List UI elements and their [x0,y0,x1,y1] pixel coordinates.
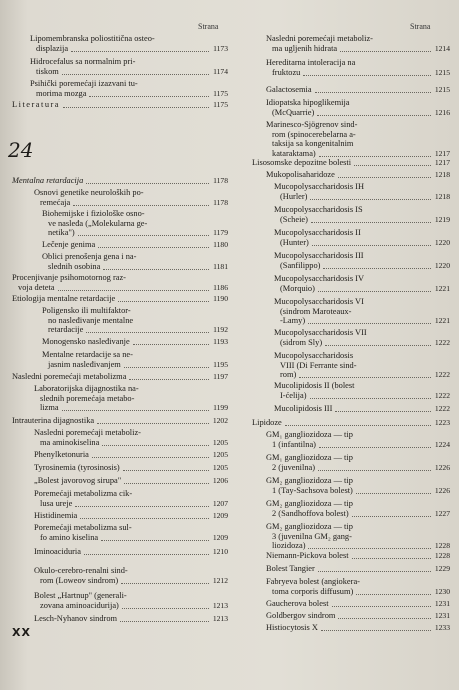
toc-entry-title-line: Mucopolysaccharidosis IS [274,205,363,214]
toc-page-number: 1221 [434,316,450,326]
toc-entry-title-line: ma aminokiselina [40,437,100,447]
toc-page-number: 1174 [213,66,228,76]
dot-leader [124,483,209,484]
dot-leader [62,410,209,411]
dot-leader [310,398,431,399]
toc-entry-title-line: retardacije [48,325,84,335]
dot-leader [118,301,209,302]
dot-leader [317,115,431,116]
dot-leader [323,268,431,269]
toc-page-number: 1222 [434,390,450,400]
dot-leader [63,107,209,108]
toc-page-number: 1175 [213,88,228,98]
toc-entry-title-line: toma corporis diffusum) [272,586,354,596]
page-number-footer: XX [12,626,31,639]
toc-entry-title-line: lusa ureje [40,498,73,508]
toc-entry-title-line: Oblici prenošenja gena i na- [42,252,137,261]
toc-entry-title-line: slednih poremećaja metabo- [40,393,135,403]
toc-page-number: 1181 [213,261,228,271]
toc-page-number: 1222 [434,337,450,347]
toc-entry-title-line: lizma [40,403,59,413]
dot-leader [285,425,431,426]
toc-entry-title-line: (sidrom Sly) [280,337,323,347]
dot-leader [356,594,431,595]
toc-page-number: 1233 [434,623,450,632]
toc-page-number: 1209 [212,532,228,542]
toc-page-number: 1228 [434,541,450,551]
toc-page-number: 1210 [212,547,228,556]
toc-page-number: 1178 [213,176,228,185]
toc-entry-title-line: Mentalna retardacija [12,176,84,185]
toc-entry-title-line: Poremećaji metabolizma cik- [34,489,133,498]
toc-entry-title-line: -Lamy) [280,316,306,326]
toc-page-number: 1224 [434,439,450,449]
toc-entry-title-line: Galactosemia [266,85,312,94]
toc-entry-title-line: Poligensko ili multifaktor- [42,306,131,315]
toc-entry-title-line: liozidoza) [272,541,306,551]
toc-page-number: 1226 [434,485,450,495]
toc-page-number: 1212 [212,575,228,585]
toc-page-number: 1213 [212,614,228,623]
toc-page-number: 1228 [434,551,450,560]
dot-leader [78,235,209,236]
toc-page-number: 1216 [434,107,450,117]
toc-entry-title-line: fo amino kiselina [40,532,99,542]
dot-leader [98,247,209,248]
toc-entry-title-line: (Hurler) [280,191,308,201]
dot-leader [325,345,431,346]
toc-entry-title-line: Mentalne retardacije sa ne- [42,350,133,359]
dot-leader [129,379,209,380]
strana-header-left: Strana [198,22,219,31]
dot-leader [75,506,209,507]
toc-entry-title-line: GM₂ gangliozidoza — tip [266,522,353,531]
toc-page-number: 1222 [434,370,450,380]
toc-page-number: 1205 [212,450,228,459]
toc-entry-title-line: Fabryeva bolest (angiokera- [266,577,360,586]
dot-leader [315,92,431,93]
toc-entry-title-line: Mucopolysaccharidosis VI [274,297,364,306]
toc-entry-title-line: Laboratorijska dijagnostika na- [34,384,139,393]
toc-entry-title-line: Psihički poremećaji izazvani tu- [30,79,138,88]
toc-entry-title-line: Bolest Tangier [266,564,315,573]
toc-entry-title-line: fruktozu [272,67,301,77]
toc-entry-title-line: GM₂ gangliozidoza — tip [266,476,353,485]
dot-leader [340,51,431,52]
toc-entry-title-line: jasnim nasleđivanjem [48,359,121,369]
toc-entry-title-line: GM₁ gangliozidoza — tip [266,430,353,439]
toc-entry-title-line: Etiologija mentalne retardacije [12,294,116,303]
dot-leader [62,74,209,75]
dot-leader [318,571,431,572]
dot-leader [332,606,431,607]
toc-entry-title-line: rom (Loweov sindrom) [40,575,119,585]
toc-entry-title-line: 1 (infantilna) [272,439,316,449]
toc-page-number: 1206 [212,476,228,485]
toc-page-number: 1231 [434,611,450,620]
toc-page-number: 1226 [434,462,450,472]
toc-entry-title-line: GM₂ gangliozidoza — tip [266,499,353,508]
toc-entry-title-line: Biohemijske i fiziološke osno- [42,209,145,218]
toc-entry-title-line: Phenylketonuria [34,450,89,459]
toc-entry-title-line: rom) [280,370,297,380]
toc-entry-title-line: rom (spinocerebelarna a- [272,129,356,139]
toc-page-number: 1222 [434,404,450,413]
toc-entry-title-line: Mucopolysaccharidosis II [274,228,361,237]
dot-leader [354,165,431,166]
toc-page-number: 1223 [434,418,450,427]
toc-entry-title-line: Okulo-cerebro-renalni sind- [34,566,128,575]
dot-leader [103,269,209,270]
toc-entry-title-line: VIII (Di Ferrante sind- [280,360,357,370]
toc-entry-title-line: tiskom [36,66,59,76]
dot-leader [122,608,209,609]
dot-leader [73,205,209,206]
dot-leader [89,96,209,97]
toc-entry-title-line: Lečenje genima [42,240,96,249]
toc-entry-title-line: (McQuarrie) [272,107,315,117]
toc-entry-title-line: Gaucherova bolest [266,599,329,608]
toc-page-number: 1220 [434,260,450,270]
toc-page-number: 1217 [434,148,450,158]
dot-leader [318,291,431,292]
toc-page-number: 1180 [213,240,228,249]
toc-entry-title-line: Lesch-Nyhanov sindrom [34,614,118,623]
toc-entry-title-line: GM₁ gangliozidoza — tip [266,453,353,462]
dot-leader [338,618,431,619]
toc-entry-title-line: Iminoaciduria [34,547,81,556]
dot-leader [84,554,209,555]
toc-page-number: 1192 [213,325,228,335]
dot-leader [352,516,431,517]
toc-page-number: 1215 [434,85,450,94]
toc-entry-title-line: Bolest „Hartnup" (generali- [34,591,127,600]
toc-entry-title-line: Nasledni poremećaji metabolizma [12,372,127,381]
dot-leader [123,470,209,471]
toc-entry-title-line: displazija [36,43,69,53]
dot-leader [71,51,209,52]
toc-entry-title-line: Procenjivanje psihomotornog raz- [12,273,126,282]
dot-leader [310,199,431,200]
dot-leader [303,75,431,76]
dot-leader [102,445,209,446]
dot-leader [308,548,431,549]
toc-entry-title-line: Lipomembranska poliostitična osteo- [30,34,155,43]
toc-entry-title-line: Mukopolisaharidoze [266,170,335,179]
toc-page-number: 1218 [434,191,450,201]
toc-entry-title-line: netika") [48,228,75,238]
toc-entry-title-line: 2 (juvenilna) [272,462,316,472]
chapter-number: 24 [8,138,34,162]
dot-leader [86,332,209,333]
toc-page-number: 1179 [213,228,228,238]
toc-entry-title-line: Monogensko nasleđivanje [42,337,130,346]
toc-entry-title-line: (Morquio) [280,283,315,293]
toc-page-number: 1220 [434,237,450,247]
toc-page-number: 1205 [212,437,228,447]
dot-leader [352,558,431,559]
toc-entry-title-line: Intrauterina dijagnostika [12,416,95,425]
dot-leader [133,344,209,345]
toc-entry-title-line: morima mozga [36,88,87,98]
toc-entry-title-line: Mucopolysaccharidosis IH [274,182,365,191]
toc-page-number: 1199 [213,403,228,413]
dot-leader [356,493,431,494]
toc-entry-title-line: Tyrosinemia (tyrosinosis) [34,463,120,472]
toc-page-number: 1186 [213,282,228,292]
toc-entry-title-line: Osnovi genetike neuroloških po- [34,188,144,197]
toc-entry-title-line: (Hunter) [280,237,309,247]
toc-entry-title-line: Lisosomske depozitne bolesti [252,158,352,167]
dot-leader [312,245,431,246]
dot-leader [124,367,209,368]
toc-entry-title-line: Mucopolysaccharidosis IV [274,274,365,283]
dot-leader [319,447,431,448]
toc-entry-title-line: Histiocytosis X [266,623,318,632]
dot-leader [319,156,431,157]
toc-page-number: 1209 [212,511,228,520]
toc-page-number: 1227 [434,508,450,518]
toc-entry-title-line: Poremećaji metabolizma sul- [34,523,132,532]
toc-entry-title-line: ma ugljenih hidrata [272,43,338,53]
toc-entry-title-line: zovana aminoacidurija) [40,600,119,610]
toc-entry-title-line: (Scheie) [280,214,308,224]
toc-entry-title-line: (sindrom Maroteaux- [280,306,352,316]
toc-page-number: 1213 [212,600,228,610]
toc-entry-title-line: kataraktama) [272,148,316,158]
toc-entry-title-line: Mucolipidosis II (bolest [274,381,355,390]
toc-entry-title-line: 3 (juvenilna GM₂ gang- [272,531,352,541]
toc-entry-title-line: remećaja [40,197,71,207]
dot-leader [308,323,431,324]
toc-entry-title-line: voja deteta [18,282,55,292]
toc-page-number: 1207 [212,498,228,508]
toc-entry-title-line: „Bolest javorovog sirupa" [34,476,122,485]
toc-entry-title-line: Nasledni poremećaji metaboliz- [266,34,373,43]
toc-page-number: 1195 [213,359,228,369]
toc-entry-title-line: ve nasleđa („Molekularna ge- [48,218,148,228]
dot-leader [335,411,431,412]
toc-page-number: 1175 [213,100,228,109]
toc-entry-title-line: Mucopolysaccharidosis [274,351,354,360]
toc-page-number: 1202 [212,416,228,425]
toc-entry-title-line: no nasleđivanje mentalne [48,315,134,325]
toc-page-number: 1229 [434,564,450,573]
toc-entry-title-line: 1 (Tay-Sachsova bolest) [272,485,353,495]
toc-entry-title-line: Mucopolysaccharidosis III [274,251,364,260]
toc-page-number: 1178 [213,197,228,207]
toc-entry-title-line: Mucolipidosis III [274,404,333,413]
dot-leader [58,290,209,291]
toc-entry-title-line: taksija sa kongenitalnim [272,139,354,149]
dot-leader [338,177,431,178]
strana-header-right: Strana [410,22,431,31]
dot-leader [120,621,209,622]
toc-entry-title-line: I-ćelija) [280,390,307,400]
toc-page-number: 1197 [213,372,228,381]
toc-page-number: 1221 [434,283,450,293]
toc-page-number: 1218 [434,170,450,179]
toc-page-number: 1217 [434,158,450,167]
toc-entry-title-line: Histidinemia [34,511,78,520]
dot-leader [97,423,209,424]
toc-entry-title-line: Idiopatska hipoglikemija [266,98,350,107]
dot-leader [318,470,431,471]
toc-entry-title-line: Hidrocefalus sa normalnim pri- [30,57,136,66]
toc-entry-title-line: 2 (Sandhoffova bolest) [272,508,349,518]
toc-page-number: 1215 [434,67,450,77]
dot-leader [80,518,209,519]
toc-entry-title-line: (Sanfilippo) [280,260,321,270]
toc-entry-title-line: Hereditarna intoleracija na [266,58,356,67]
toc-entry-title-line: Marinesco-Sjögrenov sind- [266,120,358,129]
toc-page-number: 1173 [213,43,228,53]
dot-leader [311,222,431,223]
toc-entry-title-line: Niemann-Pickova bolest [266,551,349,560]
toc-entry-title-line: Literatura [12,100,61,109]
toc-entry-title-line: Goldbergov sindrom [266,611,336,620]
toc-page-number: 1205 [212,463,228,472]
toc-page-number: 1190 [213,294,228,303]
dot-leader [86,183,209,184]
toc-page-number: 1214 [434,43,450,53]
toc-page-number: 1219 [434,214,450,224]
toc-entry-title-line: Nasledni poremećaji metaboliz- [34,428,141,437]
toc-entry-title-line: slednih osobina [48,261,101,271]
toc-page-number: 1230 [434,586,450,596]
dot-leader [299,377,431,378]
dot-leader [101,540,209,541]
dot-leader [321,630,431,631]
toc-entry-title-line: Mucopolysaccharidosis VII [274,328,367,337]
toc-page-number: 1193 [213,337,228,346]
dot-leader [121,583,209,584]
dot-leader [92,457,209,458]
toc-page-number: 1231 [434,599,450,608]
toc-entry-title-line: Lipidoze [252,418,282,427]
